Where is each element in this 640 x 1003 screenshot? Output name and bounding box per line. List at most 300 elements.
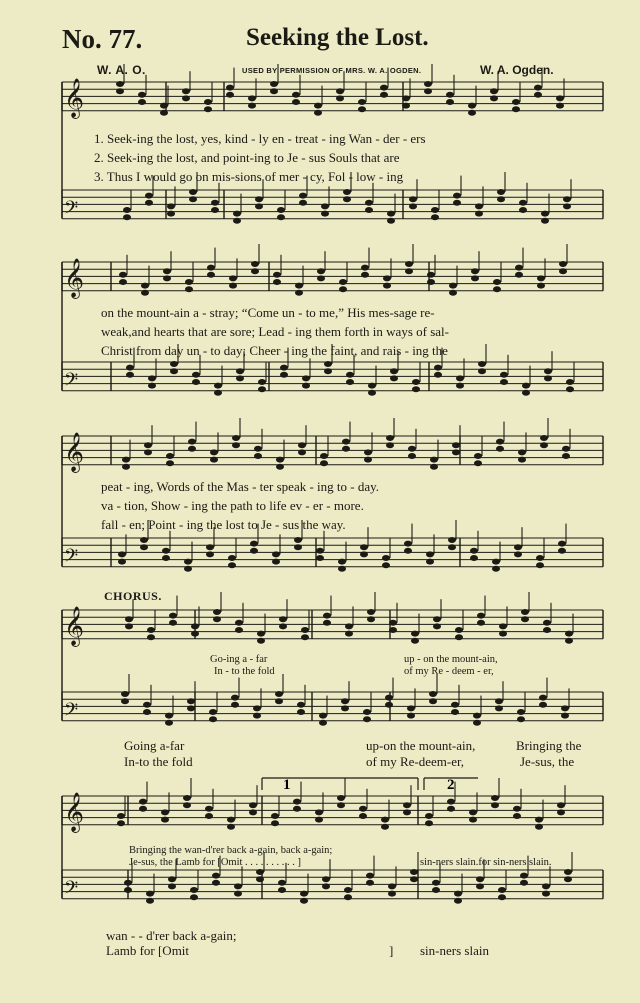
note-head: [161, 809, 169, 815]
note-head: [145, 193, 153, 199]
note-head: [387, 218, 395, 224]
note-head: [380, 85, 388, 91]
note-head: [408, 446, 416, 452]
note-head: [316, 548, 324, 554]
note-head: [275, 691, 283, 697]
note-head: [169, 620, 177, 626]
note-head: [447, 799, 455, 805]
note-head: [187, 705, 195, 711]
note-head: [365, 200, 373, 206]
note-head: [358, 99, 366, 105]
note-head: [257, 631, 265, 637]
note-head: [232, 435, 240, 441]
note-head: [564, 869, 572, 875]
note-head: [117, 813, 125, 819]
note-head: [256, 869, 264, 875]
note-head: [449, 283, 457, 289]
note-head: [295, 283, 303, 289]
note-head: [276, 464, 284, 470]
note-head: [534, 92, 542, 98]
hymn-number: No. 77.: [62, 24, 143, 54]
note-head: [233, 211, 241, 217]
chorus-upper-2: In - to the fold: [214, 666, 275, 677]
note-head: [168, 876, 176, 882]
note-head: [214, 390, 222, 396]
note-head: [140, 537, 148, 543]
note-head: [359, 806, 367, 812]
note-head: [346, 379, 354, 385]
note-head: [278, 887, 286, 893]
note-head: [367, 616, 375, 622]
note-head: [273, 272, 281, 278]
note-head: [210, 449, 218, 455]
note-head: [204, 99, 212, 105]
note-head: [522, 383, 530, 389]
system5-lower-2b: ]: [389, 943, 394, 958]
note-head: [184, 566, 192, 572]
note-head: [540, 435, 548, 441]
note-head: [169, 613, 177, 619]
note-head: [192, 372, 200, 378]
note-head: [163, 268, 171, 274]
clef-signs: [64, 78, 84, 903]
note-head: [140, 544, 148, 550]
note-head: [540, 442, 548, 448]
note-head: [475, 211, 483, 217]
note-head: [411, 631, 419, 637]
note-head: [336, 95, 344, 101]
note-head: [367, 609, 375, 615]
note-head: [123, 214, 131, 220]
note-head: [258, 386, 266, 392]
note-head: [448, 544, 456, 550]
note-head: [118, 559, 126, 565]
note-head: [513, 806, 521, 812]
note-head: [497, 189, 505, 195]
note-head: [544, 375, 552, 381]
note-head: [298, 442, 306, 448]
note-head: [521, 609, 529, 615]
note-head: [167, 211, 175, 217]
bass-clef-icon: 𝄢: [64, 699, 79, 725]
note-head: [476, 883, 484, 889]
note-head: [343, 189, 351, 195]
note-head: [492, 559, 500, 565]
note-head: [469, 809, 477, 815]
note-head: [566, 379, 574, 385]
note-head: [497, 196, 505, 202]
note-head: [294, 544, 302, 550]
note-head: [254, 446, 262, 452]
note-head: [121, 698, 129, 704]
note-head: [433, 623, 441, 629]
note-head: [345, 631, 353, 637]
note-head: [248, 103, 256, 109]
note-head: [498, 894, 506, 900]
note-head: [412, 379, 420, 385]
note-head: [513, 813, 521, 819]
note-head: [403, 802, 411, 808]
note-head: [235, 627, 243, 633]
note-head: [293, 799, 301, 805]
note-head: [429, 698, 437, 704]
note-head: [126, 365, 134, 371]
note-head: [190, 894, 198, 900]
note-head: [316, 555, 324, 561]
note-head: [383, 283, 391, 289]
note-head: [205, 806, 213, 812]
note-head: [431, 207, 439, 213]
note-head: [314, 110, 322, 116]
music-author: W. A. Ogden.: [480, 63, 554, 77]
note-head: [430, 457, 438, 463]
note-head: [519, 207, 527, 213]
note-head: [231, 702, 239, 708]
note-head: [498, 887, 506, 893]
note-head: [412, 386, 420, 392]
note-head: [227, 824, 235, 830]
note-head: [453, 200, 461, 206]
note-head: [500, 372, 508, 378]
note-head: [144, 449, 152, 455]
note-head: [319, 720, 327, 726]
note-head: [410, 876, 418, 882]
note-head: [279, 616, 287, 622]
note-head: [408, 453, 416, 459]
note-head: [469, 817, 477, 823]
treble-clef-icon: 𝄞: [64, 77, 85, 118]
note-head: [448, 537, 456, 543]
note-head: [518, 457, 526, 463]
note-head: [166, 460, 174, 466]
note-head: [298, 449, 306, 455]
note-head: [320, 460, 328, 466]
chorus-upper-2b: of my Re - deem - er,: [404, 666, 494, 677]
note-head: [500, 379, 508, 385]
note-head: [454, 891, 462, 897]
note-head: [143, 702, 151, 708]
note-head: [446, 92, 454, 98]
bass-clef-icon: 𝄢: [64, 877, 79, 903]
note-head: [433, 616, 441, 622]
note-head: [148, 375, 156, 381]
note-head: [232, 442, 240, 448]
note-head: [251, 268, 259, 274]
note-head: [249, 802, 257, 808]
note-head: [541, 211, 549, 217]
verse3-line2: Christ from day un - to day; Cheer - ing the faint, and rais - ing the: [101, 343, 448, 358]
note-head: [251, 261, 259, 267]
system5-lower-2a: Lamb for [Omit: [106, 943, 190, 958]
note-head: [390, 375, 398, 381]
note-head: [144, 442, 152, 448]
note-head: [210, 457, 218, 463]
note-head: [234, 891, 242, 897]
note-head: [512, 106, 520, 112]
note-head: [518, 449, 526, 455]
note-head: [293, 806, 301, 812]
note-head: [236, 375, 244, 381]
note-head: [321, 203, 329, 209]
note-head: [361, 265, 369, 271]
verse1-line2: on the mount-ain a - stray; “Come un - to me,” His mes-sage re-: [101, 305, 435, 320]
note-head: [119, 272, 127, 278]
note-head: [563, 203, 571, 209]
note-head: [382, 555, 390, 561]
note-head: [402, 103, 410, 109]
note-head: [363, 709, 371, 715]
note-head: [191, 623, 199, 629]
note-head: [344, 887, 352, 893]
note-head: [146, 891, 154, 897]
note-head: [205, 813, 213, 819]
words-author: W. A. O.: [97, 63, 146, 77]
note-head: [272, 559, 280, 565]
system5-upper-1: Bringing the wan-d'rer back a-gain, back a-gain;: [129, 845, 333, 856]
note-head: [496, 446, 504, 452]
note-head: [514, 551, 522, 557]
note-head: [182, 95, 190, 101]
note-head: [253, 705, 261, 711]
note-head: [534, 85, 542, 91]
note-head: [426, 551, 434, 557]
verse1-line3: peat - ing, Words of the Mas - ter speak - ing to - day.: [101, 479, 380, 494]
note-head: [338, 559, 346, 565]
note-head: [228, 555, 236, 561]
treble-clef-icon: 𝄞: [64, 431, 85, 472]
note-head: [213, 616, 221, 622]
note-head: [123, 207, 131, 213]
note-head: [468, 110, 476, 116]
note-head: [255, 203, 263, 209]
note-head: [364, 449, 372, 455]
note-head: [358, 106, 366, 112]
chorus-lower-1: Going a-far: [124, 738, 185, 753]
note-head: [299, 193, 307, 199]
note-head: [514, 544, 522, 550]
note-head: [212, 873, 220, 879]
note-head: [141, 283, 149, 289]
note-head: [499, 623, 507, 629]
note-head: [338, 566, 346, 572]
note-head: [565, 631, 573, 637]
note-head: [470, 548, 478, 554]
note-head: [343, 196, 351, 202]
system5-upper-end: sin-ners slain.for sin-ners slain.: [420, 857, 552, 868]
note-head: [255, 196, 263, 202]
note-head: [470, 555, 478, 561]
note-head: [229, 283, 237, 289]
note-head: [248, 95, 256, 101]
chorus-lower-2c: Je-sus, the: [520, 754, 575, 769]
note-head: [432, 880, 440, 886]
note-head: [322, 883, 330, 889]
note-head: [345, 623, 353, 629]
treble-clef-icon: 𝄞: [64, 257, 85, 298]
chorus-label: CHORUS.: [104, 589, 162, 603]
note-head: [425, 820, 433, 826]
note-head: [272, 551, 280, 557]
note-head: [336, 88, 344, 94]
note-head: [536, 555, 544, 561]
note-head: [432, 887, 440, 893]
note-head: [317, 275, 325, 281]
note-head: [206, 544, 214, 550]
note-head: [207, 272, 215, 278]
note-head: [493, 286, 501, 292]
note-head: [317, 268, 325, 274]
note-head: [321, 211, 329, 217]
note-head: [478, 368, 486, 374]
bass-clef-icon: 𝄢: [64, 545, 79, 571]
note-head: [541, 218, 549, 224]
verse3-line3: fall - en; Point - ing the lost to Je - sus the way.: [101, 517, 346, 532]
note-head: [121, 691, 129, 697]
note-head: [341, 705, 349, 711]
note-head: [424, 81, 432, 87]
note-head: [474, 460, 482, 466]
note-head: [214, 383, 222, 389]
note-head: [323, 613, 331, 619]
note-head: [456, 383, 464, 389]
note-head: [543, 627, 551, 633]
note-head: [427, 279, 435, 285]
note-head: [278, 880, 286, 886]
note-head: [383, 275, 391, 281]
note-head: [411, 638, 419, 644]
note-head: [429, 691, 437, 697]
note-head: [381, 817, 389, 823]
note-head: [561, 705, 569, 711]
bass-clef-icon: 𝄢: [64, 369, 79, 395]
note-head: [117, 820, 125, 826]
note-head: [366, 873, 374, 879]
bass-clef-icon: 𝄢: [64, 197, 79, 223]
note-head: [366, 880, 374, 886]
note-head: [520, 880, 528, 886]
note-head: [143, 709, 151, 715]
first-ending-number: 1: [283, 777, 291, 793]
note-head: [315, 817, 323, 823]
note-head: [537, 275, 545, 281]
chorus-lower-1c: Bringing the: [516, 738, 582, 753]
note-head: [404, 548, 412, 554]
note-head: [192, 379, 200, 385]
note-head: [388, 891, 396, 897]
note-head: [564, 876, 572, 882]
note-head: [387, 211, 395, 217]
note-head: [226, 85, 234, 91]
note-head: [339, 279, 347, 285]
note-head: [455, 634, 463, 640]
note-head: [145, 200, 153, 206]
note-head: [565, 638, 573, 644]
note-head: [160, 103, 168, 109]
note-head: [536, 562, 544, 568]
note-head: [122, 457, 130, 463]
note-head: [364, 457, 372, 463]
note-head: [427, 272, 435, 278]
note-head: [165, 713, 173, 719]
note-head: [124, 880, 132, 886]
note-head: [490, 88, 498, 94]
note-head: [271, 813, 279, 819]
note-head: [204, 106, 212, 112]
note-head: [185, 279, 193, 285]
note-head: [522, 390, 530, 396]
note-head: [227, 817, 235, 823]
note-head: [337, 802, 345, 808]
note-head: [409, 203, 417, 209]
note-head: [324, 368, 332, 374]
note-head: [256, 876, 264, 882]
note-head: [147, 627, 155, 633]
note-head: [190, 887, 198, 893]
note-head: [475, 203, 483, 209]
note-head: [477, 613, 485, 619]
note-head: [515, 272, 523, 278]
note-head: [207, 265, 215, 271]
note-head: [556, 95, 564, 101]
note-head: [478, 361, 486, 367]
note-head: [146, 898, 154, 904]
note-head: [403, 809, 411, 815]
note-head: [407, 705, 415, 711]
note-head: [385, 702, 393, 708]
note-head: [166, 453, 174, 459]
note-head: [359, 813, 367, 819]
note-head: [512, 99, 520, 105]
note-head: [557, 802, 565, 808]
note-head: [314, 103, 322, 109]
note-head: [539, 695, 547, 701]
note-head: [341, 698, 349, 704]
note-head: [542, 883, 550, 889]
note-head: [434, 365, 442, 371]
note-head: [471, 275, 479, 281]
note-head: [184, 559, 192, 565]
note-head: [493, 279, 501, 285]
note-head: [474, 453, 482, 459]
note-head: [188, 446, 196, 452]
note-head: [468, 103, 476, 109]
note-head: [253, 713, 261, 719]
note-head: [122, 464, 130, 470]
note-head: [228, 562, 236, 568]
note-head: [277, 214, 285, 220]
note-head: [563, 196, 571, 202]
note-head: [125, 616, 133, 622]
note-head: [170, 361, 178, 367]
note-head: [430, 464, 438, 470]
note-head: [360, 544, 368, 550]
note-head: [250, 548, 258, 554]
note-head: [147, 634, 155, 640]
note-head: [258, 379, 266, 385]
verse2-line3: va - tion, Show - ing the path to life ev - er - more.: [101, 498, 364, 513]
note-head: [182, 88, 190, 94]
note-head: [206, 551, 214, 557]
note-head: [346, 372, 354, 378]
note-head: [254, 453, 262, 459]
note-head: [495, 705, 503, 711]
note-head: [390, 368, 398, 374]
chorus-upper-1: Go-ing a - far: [210, 654, 268, 665]
note-head: [385, 695, 393, 701]
note-head: [167, 203, 175, 209]
note-head: [189, 189, 197, 195]
note-head: [320, 453, 328, 459]
